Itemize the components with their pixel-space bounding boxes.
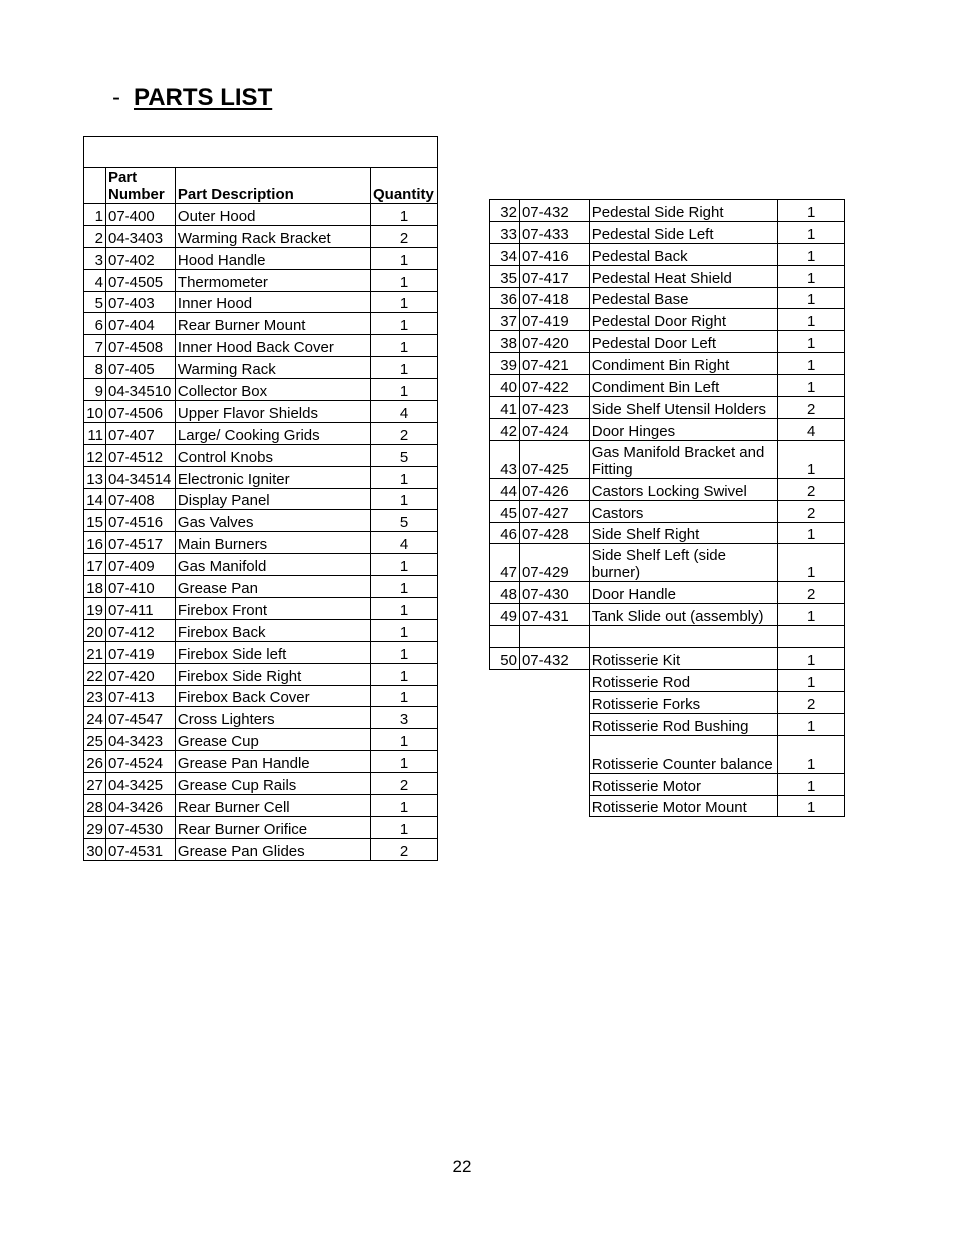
row-index-cell (490, 795, 520, 817)
part-number-cell: 07-418 (519, 287, 589, 309)
quantity-cell: 1 (778, 795, 845, 817)
table-row (84, 335, 438, 357)
part-number-cell: 07-4516 (105, 510, 175, 532)
quantity-cell: 1 (778, 331, 845, 353)
part-number-cell: 07-411 (105, 598, 175, 620)
quantity-cell: 1 (778, 265, 845, 287)
quantity-cell: 1 (370, 576, 437, 598)
header-part-description: Part Description (175, 168, 370, 204)
part-number-cell: 07-431 (519, 604, 589, 626)
row-index-cell (490, 773, 520, 795)
row-index-cell: 47 (490, 544, 520, 582)
table-row (84, 466, 438, 488)
part-number-cell: 07-426 (519, 478, 589, 500)
quantity-cell: 1 (370, 313, 437, 335)
row-index-cell: 33 (490, 221, 520, 243)
table-row (84, 401, 438, 423)
quantity-cell: 1 (370, 466, 437, 488)
row-index-cell (490, 713, 520, 735)
table-row (84, 641, 438, 663)
row-index-cell: 20 (84, 619, 106, 641)
quantity-cell: 4 (778, 418, 845, 440)
part-description-cell: Gas Manifold (175, 554, 370, 576)
header-part-number: Part Number (105, 168, 175, 204)
part-number-cell: 07-419 (105, 641, 175, 663)
row-index-cell: 25 (84, 729, 106, 751)
part-number-cell: 04-3423 (105, 729, 175, 751)
part-description-cell: Tank Slide out (assembly) (589, 604, 777, 626)
quantity-cell: 2 (370, 838, 437, 860)
table-row (490, 604, 845, 626)
part-description-cell: Rear Burner Cell (175, 795, 370, 817)
row-index-cell: 44 (490, 478, 520, 500)
part-number-cell: 07-404 (105, 313, 175, 335)
quantity-cell: 1 (778, 670, 845, 692)
row-index-cell: 19 (84, 598, 106, 620)
part-number-cell: 07-422 (519, 375, 589, 397)
part-description-cell: Firebox Back Cover (175, 685, 370, 707)
quantity-cell: 1 (778, 353, 845, 375)
row-index-cell: 41 (490, 397, 520, 419)
table-row (84, 247, 438, 269)
table-row (84, 751, 438, 773)
quantity-cell: 2 (778, 397, 845, 419)
table-row (490, 670, 845, 692)
row-index-cell (490, 626, 520, 648)
table-row (490, 200, 845, 222)
part-number-cell: 07-423 (519, 397, 589, 419)
table-title-row (84, 137, 438, 168)
row-index-cell: 9 (84, 379, 106, 401)
quantity-cell: 2 (370, 422, 437, 444)
quantity-cell: 1 (370, 357, 437, 379)
part-number-cell: 07-427 (519, 500, 589, 522)
quantity-cell: 1 (370, 204, 437, 226)
part-description-cell: Warming Rack Bracket (175, 225, 370, 247)
table-row (84, 554, 438, 576)
quantity-cell: 1 (778, 243, 845, 265)
part-number-cell: 07-402 (105, 247, 175, 269)
part-description-cell: Pedestal Door Left (589, 331, 777, 353)
part-number-cell: 04-3426 (105, 795, 175, 817)
part-description-cell: Pedestal Back (589, 243, 777, 265)
part-description-cell: Hood Handle (175, 247, 370, 269)
parts-table-left (83, 136, 438, 861)
part-number-cell: 07-420 (519, 331, 589, 353)
row-index-cell: 28 (84, 795, 106, 817)
part-number-cell: 07-421 (519, 353, 589, 375)
quantity-cell: 2 (370, 773, 437, 795)
part-number-cell: 07-417 (519, 265, 589, 287)
quantity-cell: 5 (370, 444, 437, 466)
quantity-cell (778, 626, 845, 648)
table-row (84, 816, 438, 838)
quantity-cell: 1 (778, 713, 845, 735)
part-number-cell: 04-34510 (105, 379, 175, 401)
part-description-cell: Firebox Back (175, 619, 370, 641)
part-description-cell: Side Shelf Utensil Holders (589, 397, 777, 419)
row-index-cell: 39 (490, 353, 520, 375)
quantity-cell: 1 (778, 648, 845, 670)
table-row (490, 375, 845, 397)
quantity-cell: 1 (370, 795, 437, 817)
quantity-cell: 2 (778, 500, 845, 522)
table-row (490, 648, 845, 670)
row-index-cell: 11 (84, 422, 106, 444)
row-index-cell: 30 (84, 838, 106, 860)
row-index-cell: 45 (490, 500, 520, 522)
row-index-cell: 26 (84, 751, 106, 773)
table-row (84, 291, 438, 313)
part-description-cell: Rotisserie Motor (589, 773, 777, 795)
table-row (490, 418, 845, 440)
quantity-cell: 2 (778, 478, 845, 500)
row-index-cell (490, 670, 520, 692)
part-number-cell: 07-4547 (105, 707, 175, 729)
table-row (84, 773, 438, 795)
quantity-cell: 1 (370, 619, 437, 641)
part-description-cell: Cross Lighters (175, 707, 370, 729)
table-row (84, 357, 438, 379)
part-number-cell: 07-429 (519, 544, 589, 582)
part-number-cell: 07-428 (519, 522, 589, 544)
table-row (84, 510, 438, 532)
header-quantity: Quantity (370, 168, 437, 204)
table-row (84, 422, 438, 444)
part-number-cell: 07-412 (105, 619, 175, 641)
quantity-cell: 1 (370, 335, 437, 357)
part-number-cell: 07-424 (519, 418, 589, 440)
table-row (84, 532, 438, 554)
quantity-cell: 1 (370, 291, 437, 313)
row-index-cell: 34 (490, 243, 520, 265)
quantity-cell: 1 (370, 751, 437, 773)
part-description-cell: Pedestal Base (589, 287, 777, 309)
part-description-cell: Rear Burner Orifice (175, 816, 370, 838)
quantity-cell: 1 (370, 598, 437, 620)
row-index-cell: 37 (490, 309, 520, 331)
part-number-cell: 07-4524 (105, 751, 175, 773)
row-index-cell (490, 735, 520, 773)
row-index-cell: 1 (84, 204, 106, 226)
table-row (84, 269, 438, 291)
part-number-cell: 07-410 (105, 576, 175, 598)
part-number-cell: 07-432 (519, 200, 589, 222)
table-row (84, 204, 438, 226)
part-number-cell: 04-3425 (105, 773, 175, 795)
part-number-cell: 07-403 (105, 291, 175, 313)
header-index-cell (84, 168, 106, 204)
quantity-cell: 1 (370, 488, 437, 510)
part-number-cell: 07-416 (519, 243, 589, 265)
table-row (490, 309, 845, 331)
quantity-cell: 2 (778, 582, 845, 604)
part-description-cell (589, 626, 777, 648)
quantity-cell: 1 (370, 269, 437, 291)
row-index-cell: 23 (84, 685, 106, 707)
row-index-cell: 17 (84, 554, 106, 576)
table-title-cell (84, 137, 438, 168)
part-description-cell: Pedestal Heat Shield (589, 265, 777, 287)
row-index-cell: 21 (84, 641, 106, 663)
table-row (84, 838, 438, 860)
quantity-cell: 1 (370, 641, 437, 663)
table-row (84, 729, 438, 751)
table-row (490, 331, 845, 353)
table-row (490, 795, 845, 817)
part-number-cell: 07-413 (105, 685, 175, 707)
quantity-cell: 1 (370, 685, 437, 707)
quantity-cell: 1 (778, 522, 845, 544)
part-description-cell: Upper Flavor Shields (175, 401, 370, 423)
row-index-cell: 27 (84, 773, 106, 795)
row-index-cell: 6 (84, 313, 106, 335)
part-number-cell: 07-408 (105, 488, 175, 510)
part-description-cell: Grease Pan (175, 576, 370, 598)
part-description-cell: Condiment Bin Left (589, 375, 777, 397)
part-description-cell: Rear Burner Mount (175, 313, 370, 335)
table-row (84, 619, 438, 641)
row-index-cell: 7 (84, 335, 106, 357)
row-index-cell: 38 (490, 331, 520, 353)
part-description-cell: Electronic Igniter (175, 466, 370, 488)
row-index-cell: 40 (490, 375, 520, 397)
part-number-cell (519, 626, 589, 648)
part-description-cell: Collector Box (175, 379, 370, 401)
table-row (490, 440, 845, 478)
part-description-cell: Castors (589, 500, 777, 522)
table-row (490, 626, 845, 648)
part-number-cell: 07-4508 (105, 335, 175, 357)
table-row (490, 582, 845, 604)
table-row (84, 685, 438, 707)
table-row (490, 735, 845, 773)
part-number-cell: 07-4505 (105, 269, 175, 291)
quantity-cell: 1 (370, 663, 437, 685)
table-row (490, 287, 845, 309)
part-number-cell: 04-34514 (105, 466, 175, 488)
part-number-cell: 07-4512 (105, 444, 175, 466)
table-row (490, 478, 845, 500)
row-index-cell: 15 (84, 510, 106, 532)
part-number-cell (519, 670, 589, 692)
part-number-cell (519, 713, 589, 735)
part-number-cell: 07-4506 (105, 401, 175, 423)
table-row (84, 663, 438, 685)
part-description-cell: Display Panel (175, 488, 370, 510)
table-row (490, 713, 845, 735)
parts-table-right (489, 199, 845, 817)
table-row (490, 265, 845, 287)
part-description-cell: Inner Hood (175, 291, 370, 313)
part-description-cell: Gas Manifold Bracket and Fitting (589, 440, 777, 478)
part-description-cell: Side Shelf Left (side burner) (589, 544, 777, 582)
part-description-cell: Firebox Front (175, 598, 370, 620)
row-index-cell: 49 (490, 604, 520, 626)
table-row (84, 795, 438, 817)
row-index-cell: 8 (84, 357, 106, 379)
quantity-cell: 5 (370, 510, 437, 532)
table-row (490, 773, 845, 795)
part-description-cell: Rotisserie Counter balance (589, 735, 777, 773)
quantity-cell: 1 (778, 200, 845, 222)
table-row (84, 379, 438, 401)
part-number-cell: 04-3403 (105, 225, 175, 247)
part-description-cell: Firebox Side Right (175, 663, 370, 685)
page-title: PARTS LIST (134, 84, 273, 111)
quantity-cell: 1 (370, 729, 437, 751)
part-description-cell: Control Knobs (175, 444, 370, 466)
part-number-cell: 07-4517 (105, 532, 175, 554)
row-index-cell: 18 (84, 576, 106, 598)
quantity-cell: 2 (778, 691, 845, 713)
row-index-cell: 46 (490, 522, 520, 544)
table-row (84, 313, 438, 335)
quantity-cell: 1 (778, 375, 845, 397)
table-row (490, 353, 845, 375)
row-index-cell: 42 (490, 418, 520, 440)
row-index-cell: 3 (84, 247, 106, 269)
part-number-cell: 07-4530 (105, 816, 175, 838)
quantity-cell: 1 (778, 773, 845, 795)
part-description-cell: Rotisserie Kit (589, 648, 777, 670)
part-number-cell: 07-432 (519, 648, 589, 670)
row-index-cell: 4 (84, 269, 106, 291)
part-description-cell: Gas Valves (175, 510, 370, 532)
quantity-cell: 4 (370, 532, 437, 554)
row-index-cell: 50 (490, 648, 520, 670)
table-row (490, 500, 845, 522)
table-row (84, 488, 438, 510)
table-header-row (84, 168, 438, 204)
quantity-cell: 2 (370, 225, 437, 247)
row-index-cell: 22 (84, 663, 106, 685)
part-number-cell: 07-425 (519, 440, 589, 478)
part-description-cell: Inner Hood Back Cover (175, 335, 370, 357)
part-description-cell: Grease Cup (175, 729, 370, 751)
part-description-cell: Grease Pan Glides (175, 838, 370, 860)
part-number-cell: 07-419 (519, 309, 589, 331)
part-description-cell: Grease Pan Handle (175, 751, 370, 773)
part-description-cell: Firebox Side left (175, 641, 370, 663)
row-index-cell: 32 (490, 200, 520, 222)
quantity-cell: 1 (778, 440, 845, 478)
part-description-cell: Side Shelf Right (589, 522, 777, 544)
part-description-cell: Pedestal Side Right (589, 200, 777, 222)
row-index-cell: 48 (490, 582, 520, 604)
part-description-cell: Rotisserie Motor Mount (589, 795, 777, 817)
table-row (84, 598, 438, 620)
part-description-cell: Outer Hood (175, 204, 370, 226)
row-index-cell: 5 (84, 291, 106, 313)
part-description-cell: Thermometer (175, 269, 370, 291)
table-row (490, 221, 845, 243)
row-index-cell: 14 (84, 488, 106, 510)
part-number-cell: 07-433 (519, 221, 589, 243)
row-index-cell: 2 (84, 225, 106, 247)
part-number-cell: 07-400 (105, 204, 175, 226)
part-number-cell: 07-420 (105, 663, 175, 685)
part-description-cell: Rotisserie Forks (589, 691, 777, 713)
part-description-cell: Rotisserie Rod (589, 670, 777, 692)
quantity-cell: 4 (370, 401, 437, 423)
quantity-cell: 1 (370, 554, 437, 576)
quantity-cell: 1 (778, 221, 845, 243)
table-row (490, 522, 845, 544)
row-index-cell: 35 (490, 265, 520, 287)
part-description-cell: Castors Locking Swivel (589, 478, 777, 500)
quantity-cell: 1 (370, 816, 437, 838)
part-description-cell: Warming Rack (175, 357, 370, 379)
part-description-cell: Door Hinges (589, 418, 777, 440)
quantity-cell: 1 (778, 287, 845, 309)
part-number-cell: 07-4531 (105, 838, 175, 860)
quantity-cell: 3 (370, 707, 437, 729)
page-heading (112, 84, 272, 112)
table-row (490, 397, 845, 419)
quantity-cell: 1 (370, 379, 437, 401)
quantity-cell: 1 (778, 544, 845, 582)
table-row (490, 243, 845, 265)
part-number-cell (519, 735, 589, 773)
part-number-cell (519, 691, 589, 713)
table-row (84, 225, 438, 247)
table-row (490, 544, 845, 582)
table-row (84, 576, 438, 598)
row-index-cell: 43 (490, 440, 520, 478)
row-index-cell (490, 691, 520, 713)
part-description-cell: Grease Cup Rails (175, 773, 370, 795)
quantity-cell: 1 (370, 247, 437, 269)
part-description-cell: Pedestal Side Left (589, 221, 777, 243)
part-description-cell: Main Burners (175, 532, 370, 554)
page-number: 22 (452, 1157, 472, 1176)
row-index-cell: 24 (84, 707, 106, 729)
part-description-cell: Condiment Bin Right (589, 353, 777, 375)
row-index-cell: 29 (84, 816, 106, 838)
row-index-cell: 16 (84, 532, 106, 554)
part-number-cell: 07-409 (105, 554, 175, 576)
part-number-cell: 07-405 (105, 357, 175, 379)
heading-dash: - (112, 84, 120, 111)
part-number-cell (519, 795, 589, 817)
part-description-cell: Large/ Cooking Grids (175, 422, 370, 444)
part-description-cell: Door Handle (589, 582, 777, 604)
quantity-cell: 1 (778, 735, 845, 773)
table-row (84, 707, 438, 729)
row-index-cell: 12 (84, 444, 106, 466)
quantity-cell: 1 (778, 309, 845, 331)
row-index-cell: 10 (84, 401, 106, 423)
part-description-cell: Rotisserie Rod Bushing (589, 713, 777, 735)
part-number-cell: 07-430 (519, 582, 589, 604)
row-index-cell: 36 (490, 287, 520, 309)
part-number-cell (519, 773, 589, 795)
row-index-cell: 13 (84, 466, 106, 488)
part-number-cell: 07-407 (105, 422, 175, 444)
table-row (84, 444, 438, 466)
table-row (490, 691, 845, 713)
quantity-cell: 1 (778, 604, 845, 626)
part-description-cell: Pedestal Door Right (589, 309, 777, 331)
